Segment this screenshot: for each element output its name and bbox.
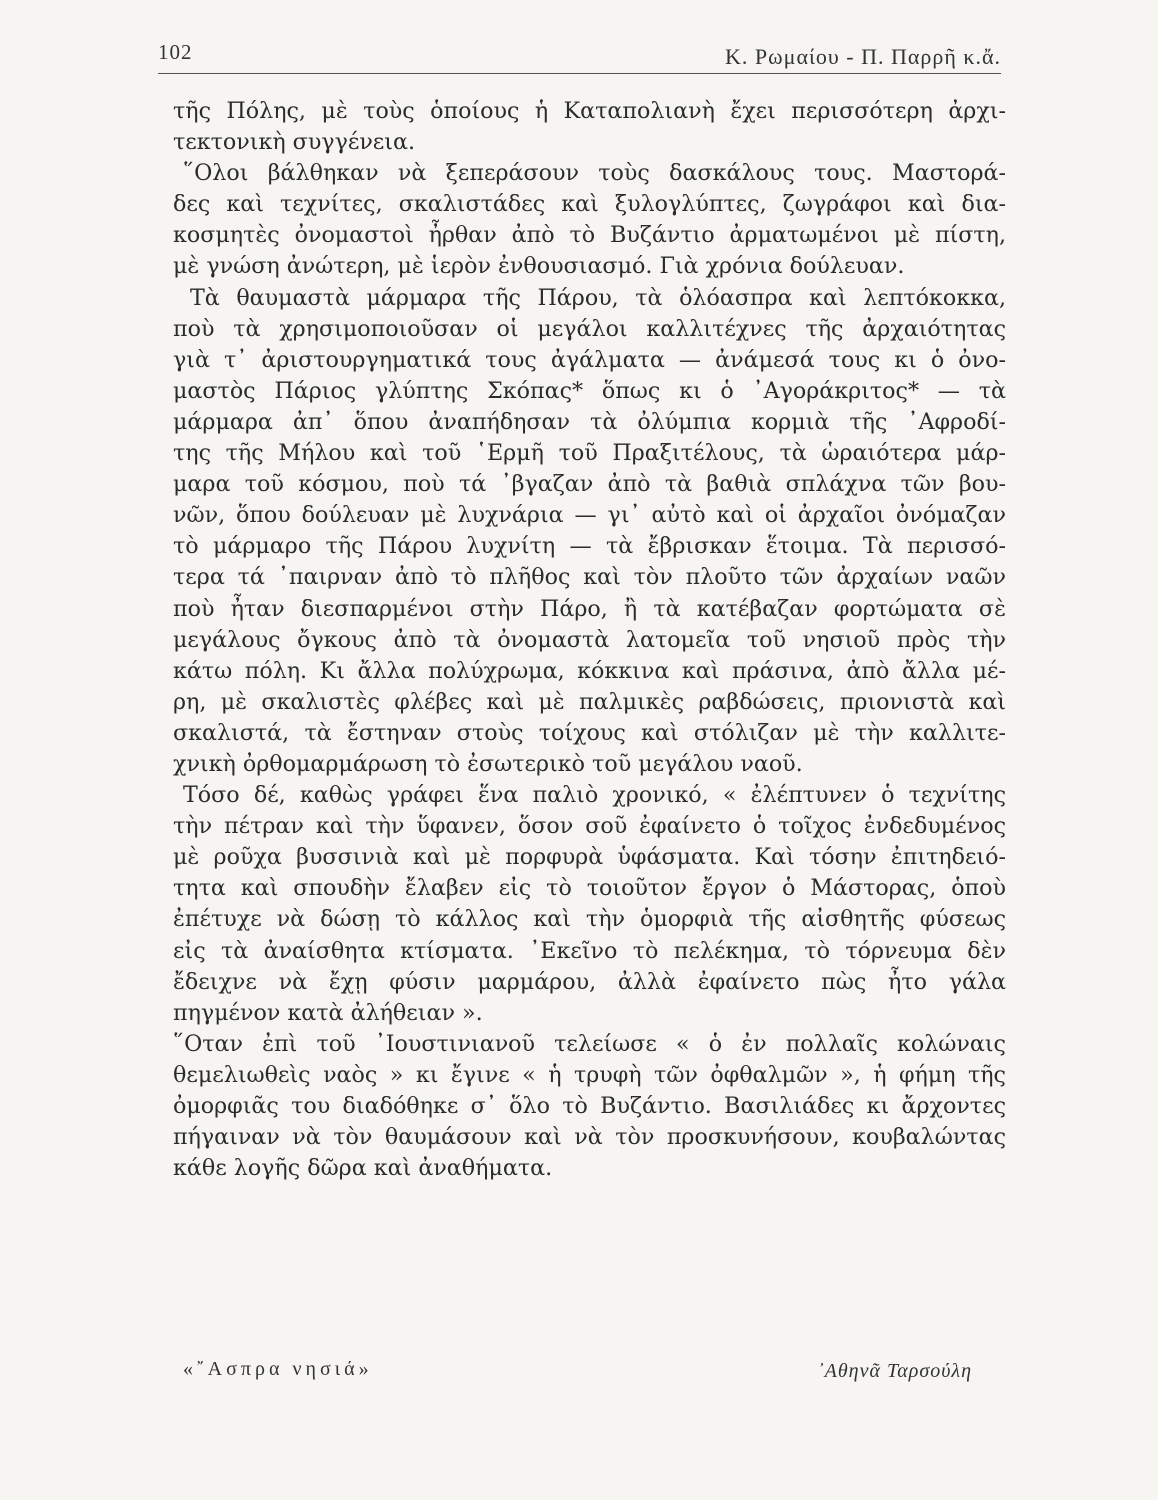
author-name: ᾽Αθηνᾶ Ταρσούλη — [816, 1360, 972, 1382]
text-line: σκαλιστά, τὰ ἔστηναν στοὺς τοίχους καὶ στόλιζαν μὲ τὴν καλλιτε- — [173, 719, 1006, 746]
text-line: τητα καὶ σπουδὴν ἔλαβεν εἰς τὸ τοιοῦτον ἔργον ὁ Μάστορας, ὁποὺ — [173, 875, 1006, 902]
running-head: Κ. Ρωμαίου - Π. Παρρῆ κ.ἄ. — [725, 44, 1001, 69]
text-line: ἔδειχνε νὰ ἔχῃ φύσιν μαρμάρου, ἀλλὰ ἐφαίνετο πὼς ἦτο γάλα — [173, 968, 1006, 995]
text-line: ποὺ τὰ χρησιμοποιοῦσαν οἱ μεγάλοι καλλιτέχνες τῆς ἀρχαιότητας — [173, 315, 1006, 342]
text-line: εἰς τὰ ἀναίσθητα κτίσματα. ᾽Εκεῖνο τὸ πελέκημα, τὸ τόρνευμα δὲν — [173, 937, 1006, 964]
text-line: της τῆς Μήλου καὶ τοῦ ῾Ερμῆ τοῦ Πραξιτέλους, τὰ ὡραιότερα μάρ- — [173, 440, 1006, 467]
text-line: ῞Ολοι βάλθηκαν νὰ ξεπεράσουν τοὺς δασκάλους τους. Μαστορά- — [183, 160, 1006, 187]
text-line: τεκτονικὴ συγγένεια. — [173, 129, 416, 156]
text-line: Τόσο δέ, καθὼς γράφει ἕνα παλιὸ χρονικό, « ἐλέπτυνεν ὁ τεχνίτης — [183, 782, 1006, 809]
text-line: τὴν πέτραν καὶ τὴν ὕφανεν, ὅσον σοῦ ἐφαίνετο ὁ τοῖχος ἐνδεδυμένος — [173, 813, 1006, 840]
text-line: κάθε λογῆς δῶρα καὶ ἀναθήματα. — [173, 1155, 553, 1182]
source-citation: «῎Ασπρα νησιά» — [183, 1358, 373, 1380]
text-line: ῞Οταν ἐπὶ τοῦ ᾽Ιουστινιανοῦ τελείωσε « ὁ ἐν πολλαῖς κολώναις — [173, 1030, 1006, 1057]
text-line: χνικὴ ὀρθομαρμάρωση τὸ ἐσωτερικὸ τοῦ μεγάλου ναοῦ. — [173, 750, 803, 777]
text-line: μαστὸς Πάριος γλύπτης Σκόπας* ὅπως κι ὁ ᾽Αγοράκριτος* — τὰ — [173, 377, 1006, 404]
text-line: Τὰ θαυμαστὰ μάρμαρα τῆς Πάρου, τὰ ὁλόασπρα καὶ λεπτόκοκκα, — [190, 284, 1006, 311]
text-line: δες καὶ τεχνίτες, σκαλιστάδες καὶ ξυλογλύπτες, ζωγράφοι καὶ δια- — [173, 191, 1006, 218]
text-line: μὲ ροῦχα βυσσινιὰ καὶ μὲ πορφυρὰ ὑφάσματα. Καὶ τόσην ἐπιτηδειό- — [173, 844, 1006, 871]
text-line: μὲ γνώση ἀνώτερη, μὲ ἱερὸν ἐνθουσιασμό. Γιὰ χρόνια δούλευαν. — [173, 253, 905, 280]
text-line: κάτω πόλη. Κι ἄλλα πολύχρωμα, κόκκινα καὶ πράσινα, ἀπὸ ἄλλα μέ- — [173, 657, 1006, 684]
text-line: πηγμένον κατὰ ἀλήθειαν ». — [173, 999, 483, 1026]
text-line: ὀμορφιᾶς του διαδόθηκε σ᾽ ὅλο τὸ Βυζάντιο. Βασιλιάδες κι ἄρχοντες — [173, 1093, 1006, 1119]
text-line: μάρμαρα ἀπ᾽ ὅπου ἀναπήδησαν τὰ ὀλύμπια κορμιὰ τῆς ᾽Αφροδί- — [173, 408, 1006, 435]
text-line: ρη, μὲ σκαλιστὲς φλέβες καὶ μὲ παλμικὲς ραβδώσεις, πριονιστὰ καὶ — [173, 688, 1006, 715]
text-line: γιὰ τ᾽ ἀριστουργηματικά τους ἀγάλματα — ἀνάμεσά τους κι ὁ ὀνο- — [173, 346, 1006, 373]
text-line: ποὺ ἦταν διεσπαρμένοι στὴν Πάρο, ἢ τὰ κατέβαζαν φορτώματα σὲ — [173, 595, 1006, 622]
body-text — [173, 96, 1006, 1184]
text-line: μεγάλους ὄγκους ἀπὸ τὰ ὀνομαστὰ λατομεῖα τοῦ νησιοῦ πρὸς τὴν — [173, 626, 1006, 653]
text-line: ἐπέτυχε νὰ δώσῃ τὸ κάλλος καὶ τὴν ὁμορφιὰ τῆς αἰσθητῆς φύσεως — [173, 906, 1006, 933]
text-line: νῶν, ὅπου δούλευαν μὲ λυχνάρια — γι᾽ αὐτὸ καὶ οἱ ἀρχαῖοι ὀνόμαζαν — [173, 502, 1006, 529]
text-line: κοσμητὲς ὀνομαστοὶ ἦρθαν ἀπὸ τὸ Βυζάντιο ἀρματωμένοι μὲ πίστη, — [173, 222, 1006, 249]
text-line: τερα τά ᾽παιρναν ἀπὸ τὸ πλῆθος καὶ τὸν πλοῦτο τῶν ἀρχαίων ναῶν — [173, 564, 1006, 591]
text-line: πήγαιναν νὰ τὸν θαυμάσουν καὶ νὰ τὸν προσκυνήσουν, κουβαλώντας — [173, 1124, 1006, 1151]
header-rule — [158, 73, 1001, 74]
text-line: τὸ μάρμαρο τῆς Πάρου λυχνίτη — τὰ ἔβρισκαν ἕτοιμα. Τὰ περισσό- — [173, 533, 1006, 560]
page-number: 102 — [158, 40, 193, 64]
text-line: μαρα τοῦ κόσμου, ποὺ τά ᾽βγαζαν ἀπὸ τὰ βαθιὰ σπλάχνα τῶν βου- — [173, 471, 1006, 498]
text-line: θεμελιωθεὶς ναὸς » κι ἔγινε « ἡ τρυφὴ τῶν ὀφθαλμῶν », ἡ φήμη τῆς — [173, 1061, 1006, 1088]
text-line: τῆς Πόλης, μὲ τοὺς ὁποίους ἡ Καταπολιανὴ ἔχει περισσότερη ἀρχι- — [173, 98, 1006, 124]
